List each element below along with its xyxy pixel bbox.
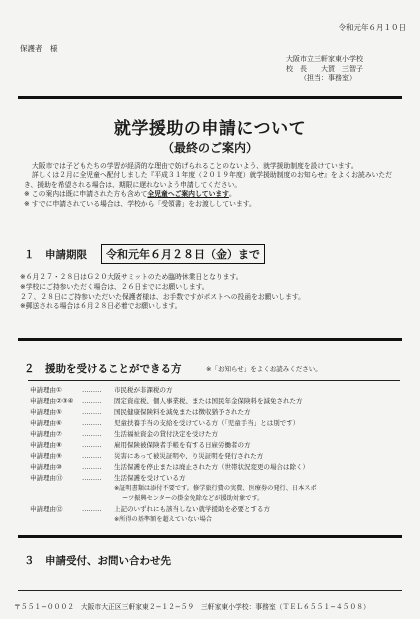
section-rule — [18, 535, 402, 538]
reason-label: 申請理由⑫ — [30, 505, 63, 513]
sender-contact: （担当：事務室） — [300, 74, 356, 82]
list-item — [30, 396, 400, 407]
section1-note: ※郵送される場合は６月２８日必着でお願いします。 — [20, 302, 182, 311]
reason-text: 国民健康保険料を減免または徴収猶予された方 — [114, 408, 251, 416]
list-item — [30, 451, 400, 462]
list-item — [30, 473, 400, 484]
reason-text: 固定資産税、個人事業税、または国民年金保険料を減免された方 — [114, 397, 303, 405]
list-item — [30, 407, 400, 418]
reason-text: 災害にあって被災証明や、り災証明を発行された方 — [114, 452, 264, 460]
leader-dots: ……… — [82, 505, 102, 513]
page-title: 就学援助の申請について — [113, 119, 307, 139]
intro-underlined: 全児童へご案内しています — [147, 190, 229, 199]
reason11-note-line: ーツ振興センターの掛金免除などが援助対象です。 — [122, 495, 264, 502]
reason11-note — [30, 484, 400, 494]
list-item — [30, 418, 400, 429]
list-item — [30, 462, 400, 473]
page-subtitle: （最終のご案内） — [161, 141, 258, 155]
issue-date: 令和元年６月１０日 — [338, 23, 406, 32]
leader-dots: ……… — [82, 474, 102, 482]
intro-line-1: 大阪市では子どもたちの学習が経済的な理由で妨げられることのないよう、就学援助制度を設けています。 — [32, 162, 358, 170]
reason-text: 雇用保険被保険者手帳を有する日雇労働者の方 — [114, 441, 251, 449]
section1-note: ２７、２８日にご持参いただいた保護者様は、お手数ですがポストへの投函をお願いします。 — [20, 292, 305, 301]
reason-label: 申請理由① — [30, 386, 62, 394]
reason-label: 申請理由⑩ — [30, 463, 62, 471]
leader-dots: ……… — [82, 463, 102, 471]
reason-text: 市民税が非課税の方 — [114, 386, 173, 394]
sender-school: 大阪市立三軒家東小学校 — [286, 55, 363, 63]
reason-text: 生活福祉資金の貸付決定を受けた方 — [114, 430, 218, 438]
intro-line-3-post: 。 — [228, 190, 236, 199]
section1-notes — [20, 273, 305, 312]
intro-line-3-pre: ※ この案内は既に申請された方も含めて — [24, 190, 148, 199]
deadline-box: 令和元年６月２８日（金）まで — [101, 244, 265, 264]
list-item — [30, 385, 400, 396]
top-rule — [18, 96, 402, 99]
reason-text: 生活保護を受けている方 — [114, 474, 186, 482]
footer-rule — [18, 590, 402, 591]
sender-block — [286, 55, 363, 84]
reason-label: 申請理由⑨ — [30, 452, 62, 460]
reason12-note — [30, 515, 400, 525]
list-item — [30, 429, 400, 440]
reason-label: 申請理由⑧ — [30, 441, 62, 449]
intro-line-3 — [24, 190, 404, 199]
section1-note: ※６月２７・２８日はＧ２０大阪サミットのため臨時休業日となります。 — [20, 273, 243, 281]
reason12-note-line: ※所得の基準額を超えていない場合 — [114, 516, 212, 523]
sender-principal: 校 長 大賀 三智子 — [286, 64, 363, 73]
reason11-note-line: ※証明書類は添付不要です。修学旅行費の実費、医療券の発行、日本スポ — [114, 485, 317, 492]
section2-heading: ２ 援助を受けることができる方 — [24, 363, 182, 375]
leader-dots: ……… — [82, 408, 102, 416]
reasons-list — [30, 385, 400, 525]
leader-dots: ……… — [82, 419, 102, 427]
leader-dots: ……… — [82, 441, 102, 449]
intro-line-4: ※ すでに申請されている場合は、学校から「受領書」をお渡ししています。 — [24, 199, 256, 208]
reason-label: 申請理由⑥ — [30, 419, 62, 427]
list-item — [30, 504, 400, 515]
intro-line-2: 詳しくは２月に全児童へ配付しました『平成３１年度（２０１９年度）就学援助制度のお知らせ』をよくお読みいただき、援助を希望される場合は、期限に遅れないよう申請してください。 — [24, 171, 393, 189]
leader-dots: ……… — [82, 386, 102, 394]
leader-dots: ……… — [82, 452, 102, 460]
section2-divider — [28, 380, 400, 381]
leader-dots: ……… — [82, 430, 102, 438]
section-rule — [18, 338, 402, 341]
leader-dots: ……… — [82, 397, 102, 405]
list-item — [30, 440, 400, 451]
section3-heading: ３ 申請受付、お問い合わせ先 — [24, 555, 171, 567]
recipient: 保護者 様 — [20, 44, 58, 53]
reason-label: 申請理由⑪ — [30, 474, 63, 482]
reason-text: 児童扶養手当の支給を受けている方（「児童手当」とは別です） — [114, 419, 300, 427]
section1-heading: １ 申請期限 — [24, 249, 87, 261]
reason-label: 申請理由②③④ — [30, 397, 74, 405]
contact-footer: 〒５５１−０００２ 大阪市大正区三軒家東２−１２−５９ 三軒家東小学校：事務室（ＴＥＬ６５５１−４５０８） — [14, 603, 370, 611]
intro-text — [24, 162, 404, 209]
reason11-note — [30, 494, 400, 504]
reason-text: 生活保護を停止または廃止された方（世帯状況変更の場合は除く） — [114, 463, 309, 471]
reason-text: 上記のいずれにも該当しない就学援助を必要とする方 — [114, 505, 270, 513]
section2-note: ※「お知らせ」をよくお読みください。 — [206, 365, 322, 373]
reason-label: 申請理由⑤ — [30, 408, 62, 416]
reason-label: 申請理由⑦ — [30, 430, 62, 438]
section1-note: ※学校にご持参いただく場合は、２６日までにお願いします。 — [20, 282, 209, 291]
